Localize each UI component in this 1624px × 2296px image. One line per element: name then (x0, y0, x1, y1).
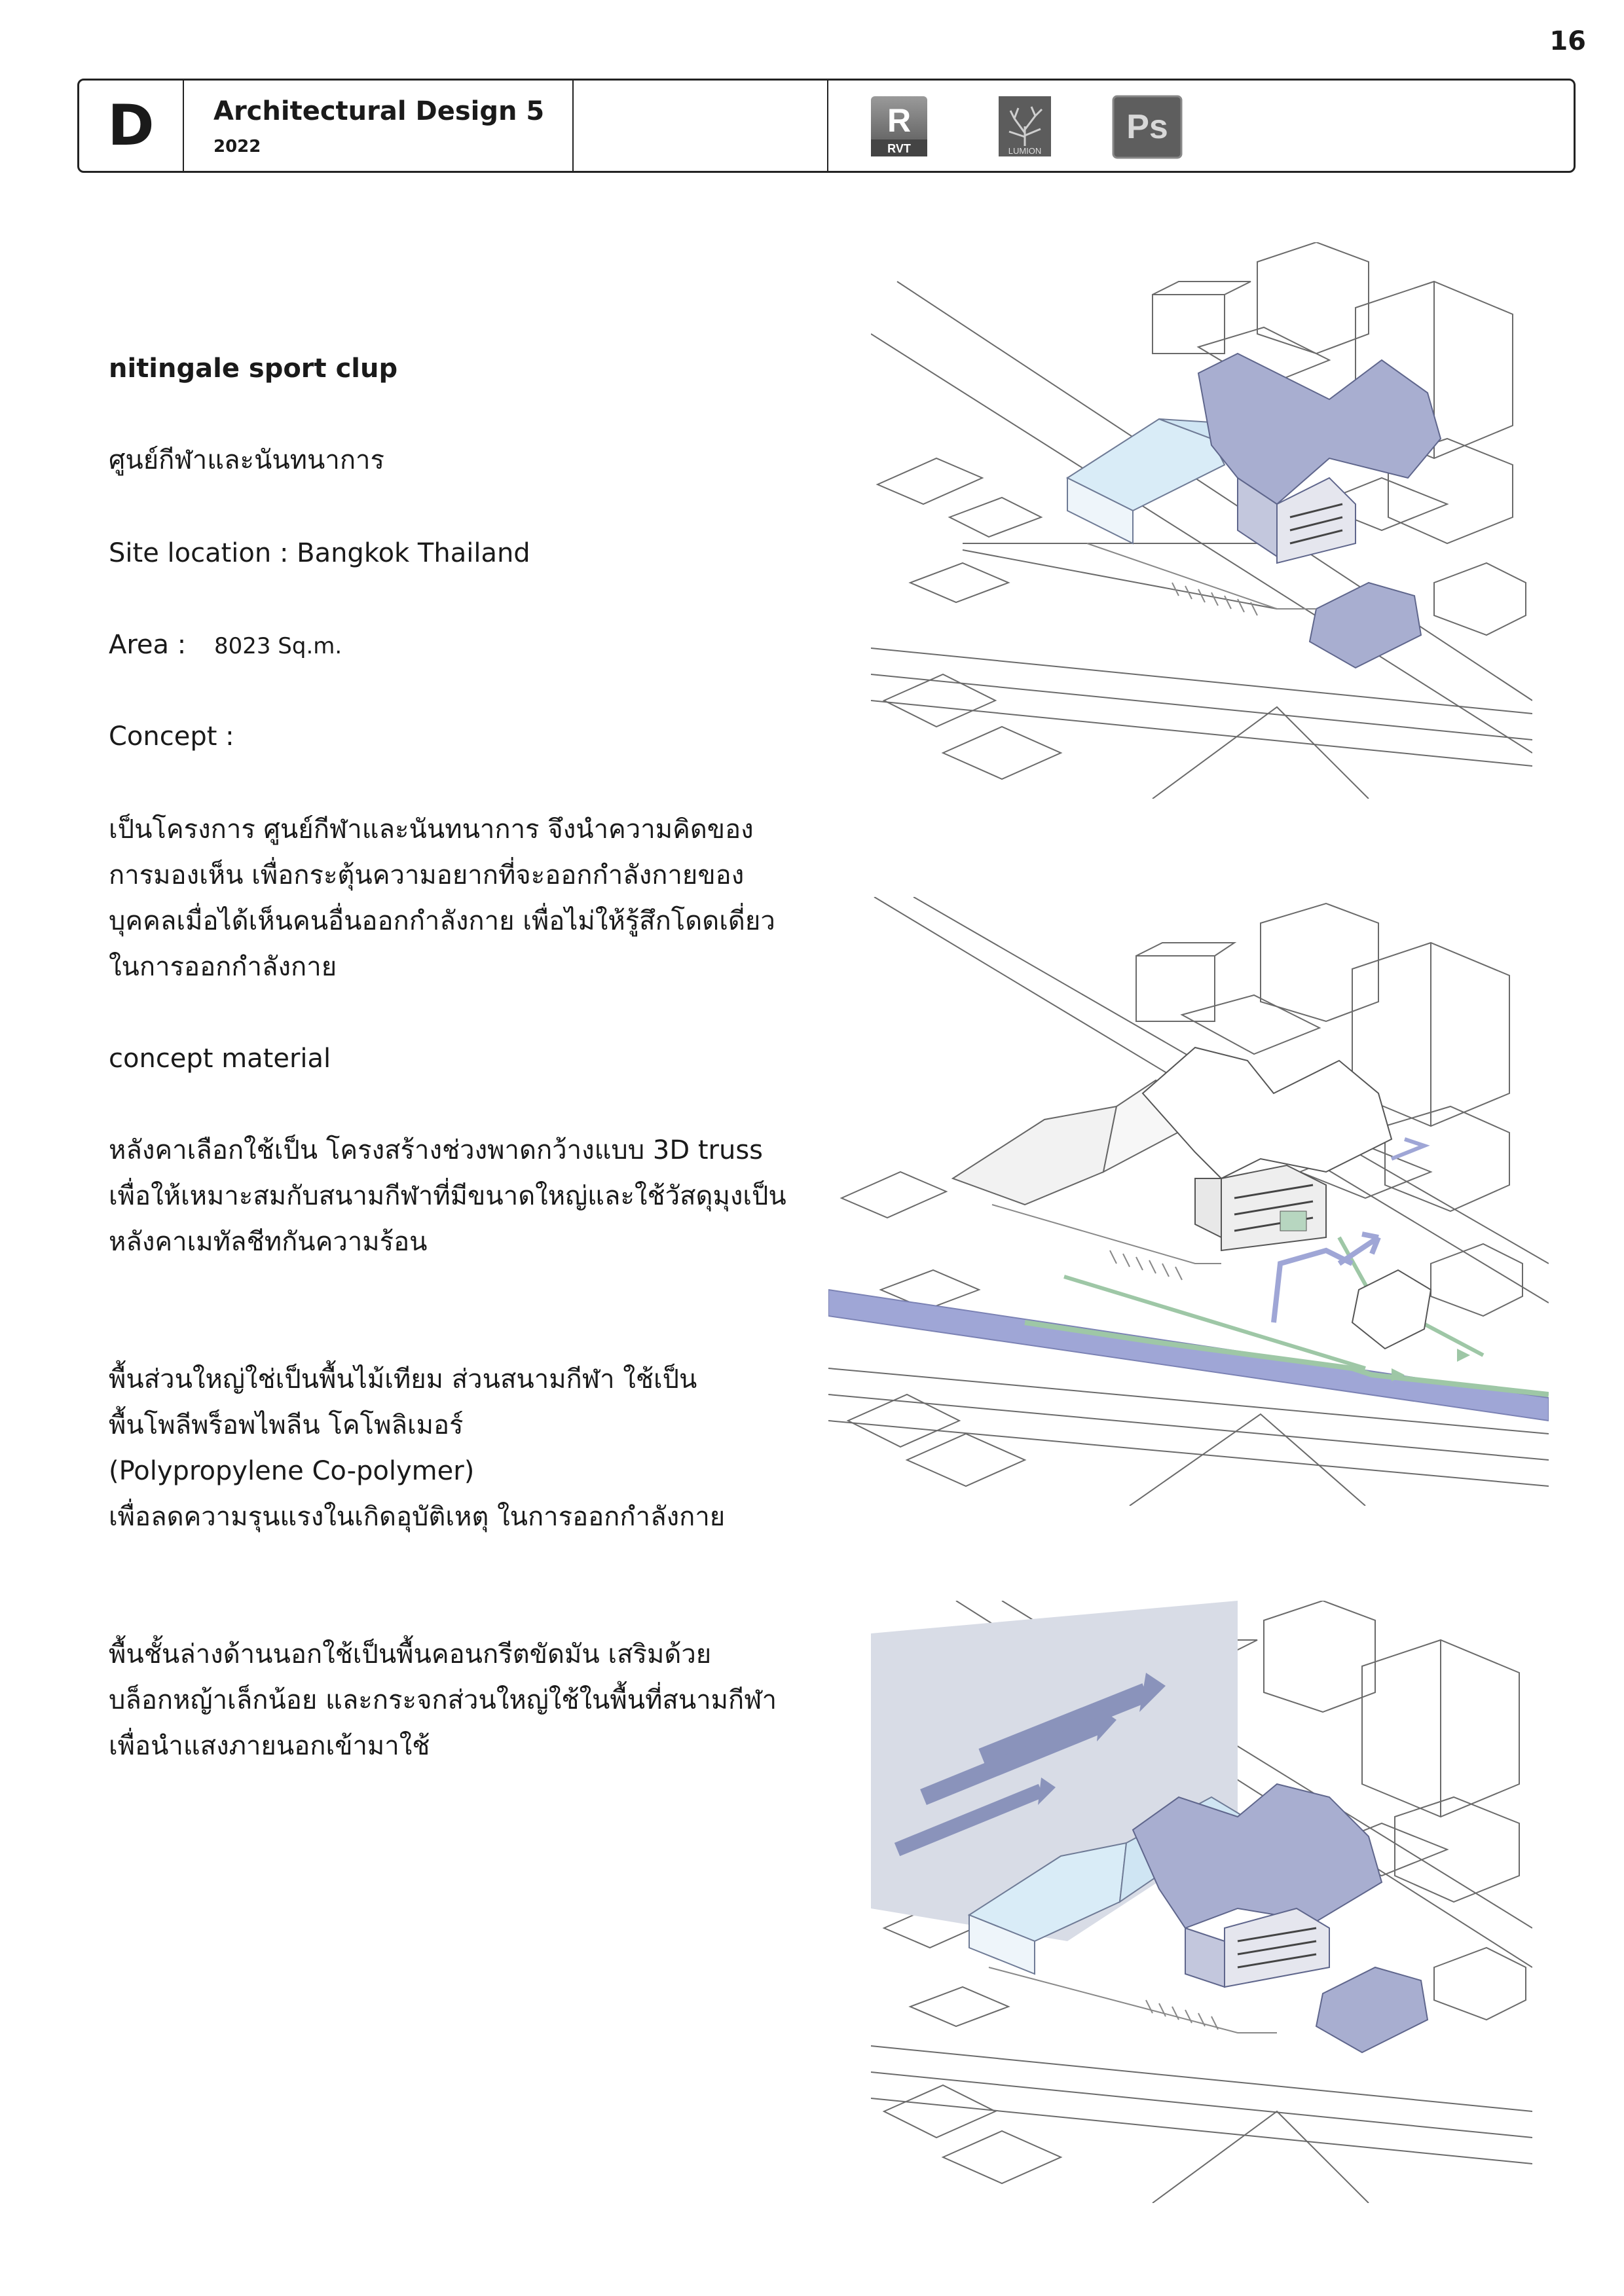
roof-line: หลังคาเลือกใช้เป็น โครงสร้างช่วงพาดกว้างแบบ 3D truss (109, 1135, 764, 1165)
main-roof (1198, 354, 1441, 504)
concept-line: เป็นโครงการ ศูนย์กีฬาและนันทนาการ จึงนำความคิดของ (109, 814, 754, 845)
annex-roof (1316, 1967, 1428, 2052)
divider (827, 81, 828, 171)
roof-diagram (871, 242, 1532, 799)
floor-line: พื้นโพลีพร็อพไพลีน โคโพลิเมอร์ (109, 1410, 464, 1440)
circulation-diagram (828, 897, 1549, 1506)
roof-line: เพื่อให้เหมาะสมกับสนามกีฬาที่มีขนาดใหญ่และใช้วัสดุมุงเป็น (109, 1181, 786, 1211)
svg-text:LUMION: LUMION (1008, 146, 1042, 156)
ground-line: บล็อกหญ้าเล็กน้อย และกระจกส่วนใหญ่ใช้ในพื้นที่สนามกีฬา (109, 1685, 777, 1715)
project-name: nitingale sport clup (109, 354, 398, 384)
material-label: concept material (109, 1044, 331, 1074)
photoshop-icon (1111, 94, 1172, 159)
concept-line: การมองเห็น เพื่อกระตุ้นความอยากที่จะออกกำลังกายของ (109, 860, 745, 890)
lumion-icon (996, 94, 1058, 159)
revit-icon (868, 94, 930, 159)
section-letter: D (107, 93, 155, 158)
ground-line: เพื่อนำแสงภายนอกเข้ามาใช้ (109, 1731, 430, 1761)
floor-line: เพื่อลดความรุนแรงในเกิดอุบัติเหตุ ในการออกกำลังกาย (109, 1502, 726, 1532)
project-thai-name: ศูนย์กีฬาและนันทนาการ (109, 445, 384, 475)
concept-line: บุคคลเมื่อได้เห็นคนอื่นออกกำลังกาย เพื่อไม่ให้รู้สึกโดดเดี่ยว (109, 906, 775, 936)
concept-line: ในการออกกำลังกาย (109, 952, 337, 982)
area-value: 8023 Sq.m. (213, 633, 342, 659)
divider (183, 81, 184, 171)
daylight-diagram (871, 1601, 1532, 2203)
area-label: Area : (109, 630, 187, 660)
page-number: 16 (1549, 26, 1586, 56)
ground-line: พื้นชั้นล่างด้านนอกใช้เป็นพื้นคอนกรีตขัดมัน เสริมด้วย (109, 1639, 712, 1669)
course-title: Architectural Design 5 (213, 96, 545, 126)
course-year: 2022 (213, 137, 261, 156)
main-roof (1133, 1784, 1382, 1928)
site-location: Site location : Bangkok Thailand (109, 538, 530, 568)
svg-text:RVT: RVT (887, 142, 911, 155)
floor-line: พื้นส่วนใหญ่ใช่เป็นพื้นไม้เทียม ส่วนสนามกีฬา ใช้เป็น (109, 1364, 697, 1394)
roof-outline (1143, 1048, 1392, 1178)
annex-roof (1310, 583, 1421, 668)
svg-text:R: R (887, 102, 912, 139)
header-bar (77, 79, 1576, 173)
roof-line: หลังคาเมทัลชีทกันความร้อน (109, 1227, 428, 1257)
area-info (109, 622, 342, 669)
floor-line: (Polypropylene Co-polymer) (109, 1456, 475, 1486)
svg-text:Ps: Ps (1126, 108, 1168, 146)
concept-label: Concept : (109, 721, 234, 752)
divider (572, 81, 574, 171)
